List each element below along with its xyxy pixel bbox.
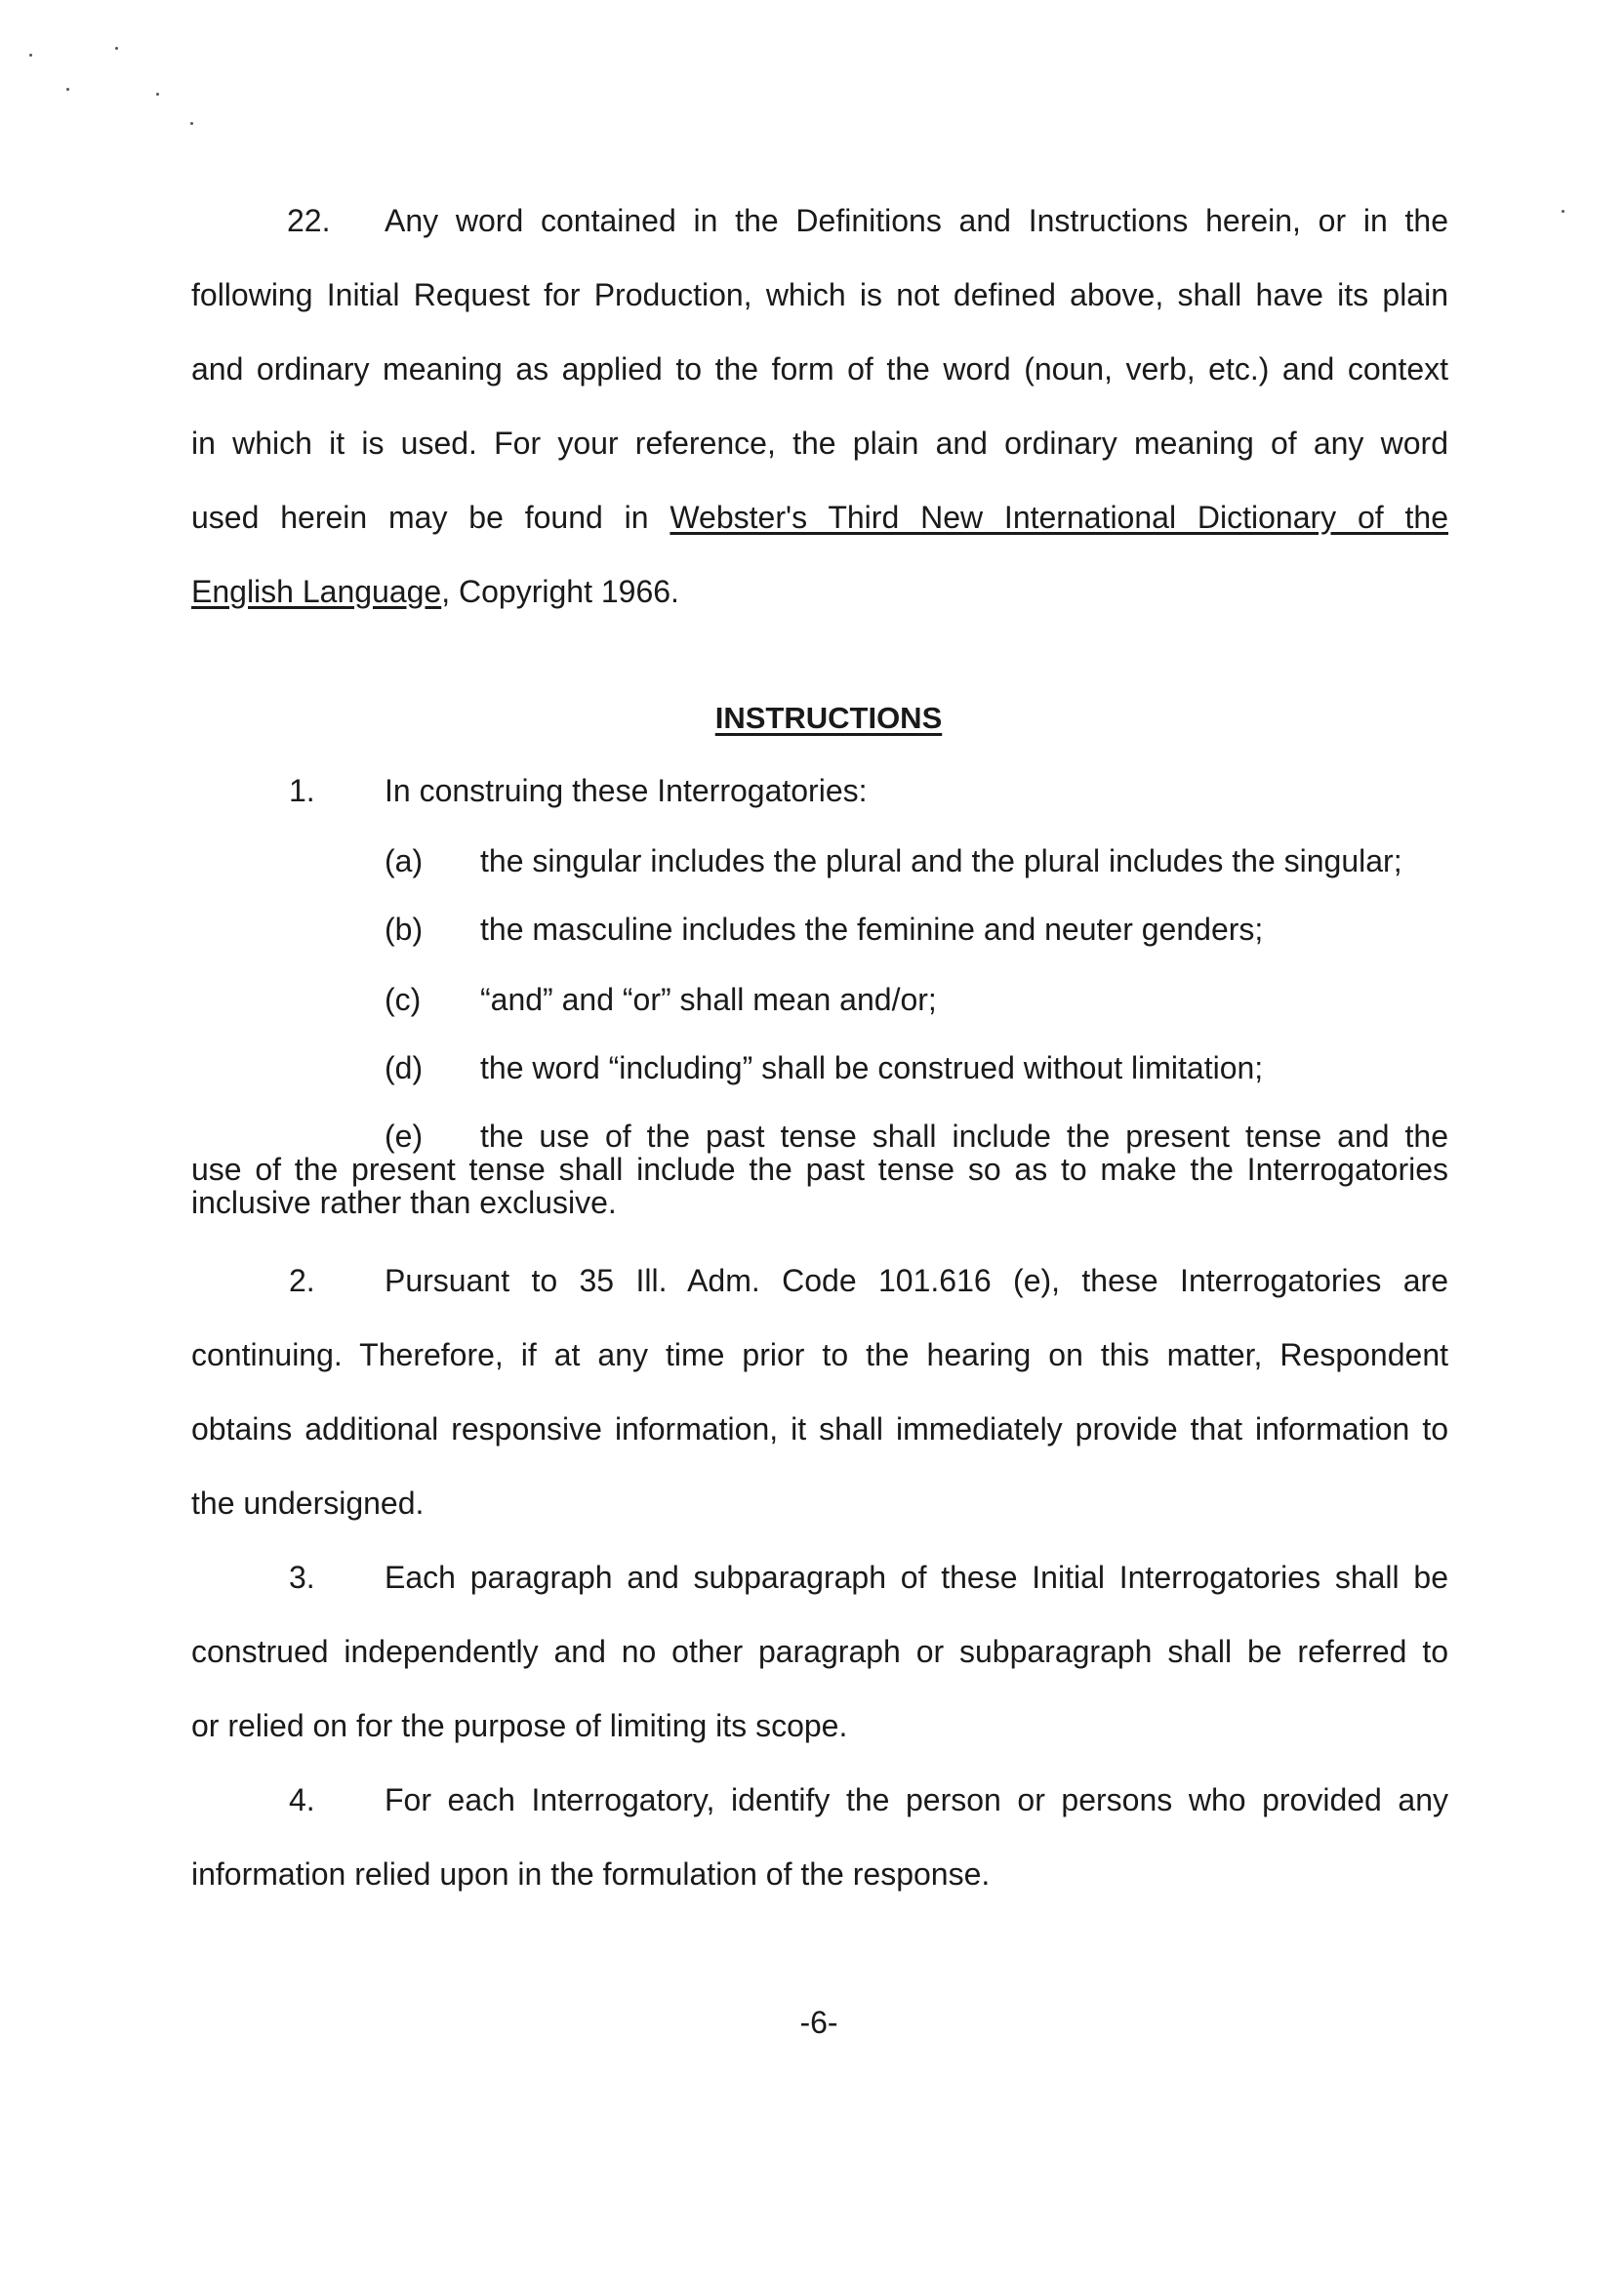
paragraph-22-line-1: Any word contained in the Definitions and Instructions herein, or in the: [385, 203, 1448, 238]
instruction-2-line-1: Pursuant to 35 Ill. Adm. Code 101.616 (e), these Interrogatories are: [385, 1263, 1448, 1298]
paragraph-22-line-4: in which it is used. For your reference, the plain and ordinary meaning of any word: [191, 426, 1448, 461]
item-d-text: the word “including” shall be construed without limitation;: [480, 1050, 1264, 1085]
scan-speck: [190, 122, 193, 125]
item-c-label: (c): [385, 982, 422, 1017]
instruction-2-number: 2.: [289, 1263, 315, 1298]
page-number: -6-: [799, 2005, 838, 2040]
instruction-2-line-3: obtains additional responsive information, it shall immediately provide that information to: [191, 1411, 1448, 1447]
paragraph-22-line-3: and ordinary meaning as applied to the form of the word (noun, verb, etc.) and context: [191, 351, 1448, 387]
instruction-2-line-4: the undersigned.: [191, 1486, 425, 1521]
item-e-line-3: inclusive rather than exclusive.: [191, 1185, 617, 1220]
item-e-line-1: the use of the past tense shall include the present tense and the: [480, 1119, 1448, 1154]
instructions-heading: INSTRUCTIONS: [714, 701, 943, 735]
item-d-label: (d): [385, 1050, 424, 1085]
copyright-suffix: , Copyright 1966.: [441, 574, 679, 609]
paragraph-22-line-2: following Initial Request for Production, which is not defined above, shall have its plain: [191, 277, 1448, 312]
instruction-4-number: 4.: [289, 1782, 315, 1817]
instruction-3-line-1: Each paragraph and subparagraph of these Initial Interrogatories shall be: [385, 1560, 1448, 1595]
instruction-1-text: In construing these Interrogatories:: [385, 773, 868, 808]
scan-speck: [156, 93, 159, 96]
scan-speck: [1562, 210, 1564, 213]
instruction-1-number: 1.: [289, 773, 315, 808]
instruction-3-line-2: construed independently and no other paragraph or subparagraph shall be referred to: [191, 1634, 1448, 1669]
paragraph-22-line-6: [191, 572, 679, 611]
scan-speck: [29, 54, 32, 57]
instruction-2-line-2: continuing. Therefore, if at any time prior to the hearing on this matter, Respondent: [191, 1337, 1448, 1372]
instruction-3-number: 3.: [289, 1560, 315, 1595]
instruction-4-line-2: information relied upon in the formulation of the response.: [191, 1856, 991, 1892]
item-b-text: the masculine includes the feminine and neuter genders;: [480, 912, 1264, 947]
scan-speck: [115, 47, 118, 50]
instruction-3-line-3: or relied on for the purpose of limiting its scope.: [191, 1708, 848, 1743]
item-b-label: (b): [385, 912, 424, 947]
item-c-text: “and” and “or” shall mean and/or;: [480, 982, 937, 1017]
item-e-label: (e): [385, 1119, 424, 1154]
item-a-label: (a): [385, 843, 424, 878]
scan-speck: [66, 88, 69, 91]
item-e-line-2: use of the present tense shall include the past tense so as to make the Interrogatories: [191, 1152, 1448, 1187]
dictionary-title-part-1: Webster's Third New International Dictionary of the: [670, 500, 1449, 535]
instruction-4-line-1: For each Interrogatory, identify the person or persons who provided any: [385, 1782, 1448, 1817]
paragraph-22-line-5: [191, 498, 1448, 537]
paragraph-number: 22.: [287, 203, 331, 238]
line-5-prefix: used herein may be found in: [191, 500, 649, 535]
dictionary-title-part-2: English Language: [191, 574, 442, 609]
item-a-text: the singular includes the plural and the plural includes the singular;: [480, 843, 1402, 878]
